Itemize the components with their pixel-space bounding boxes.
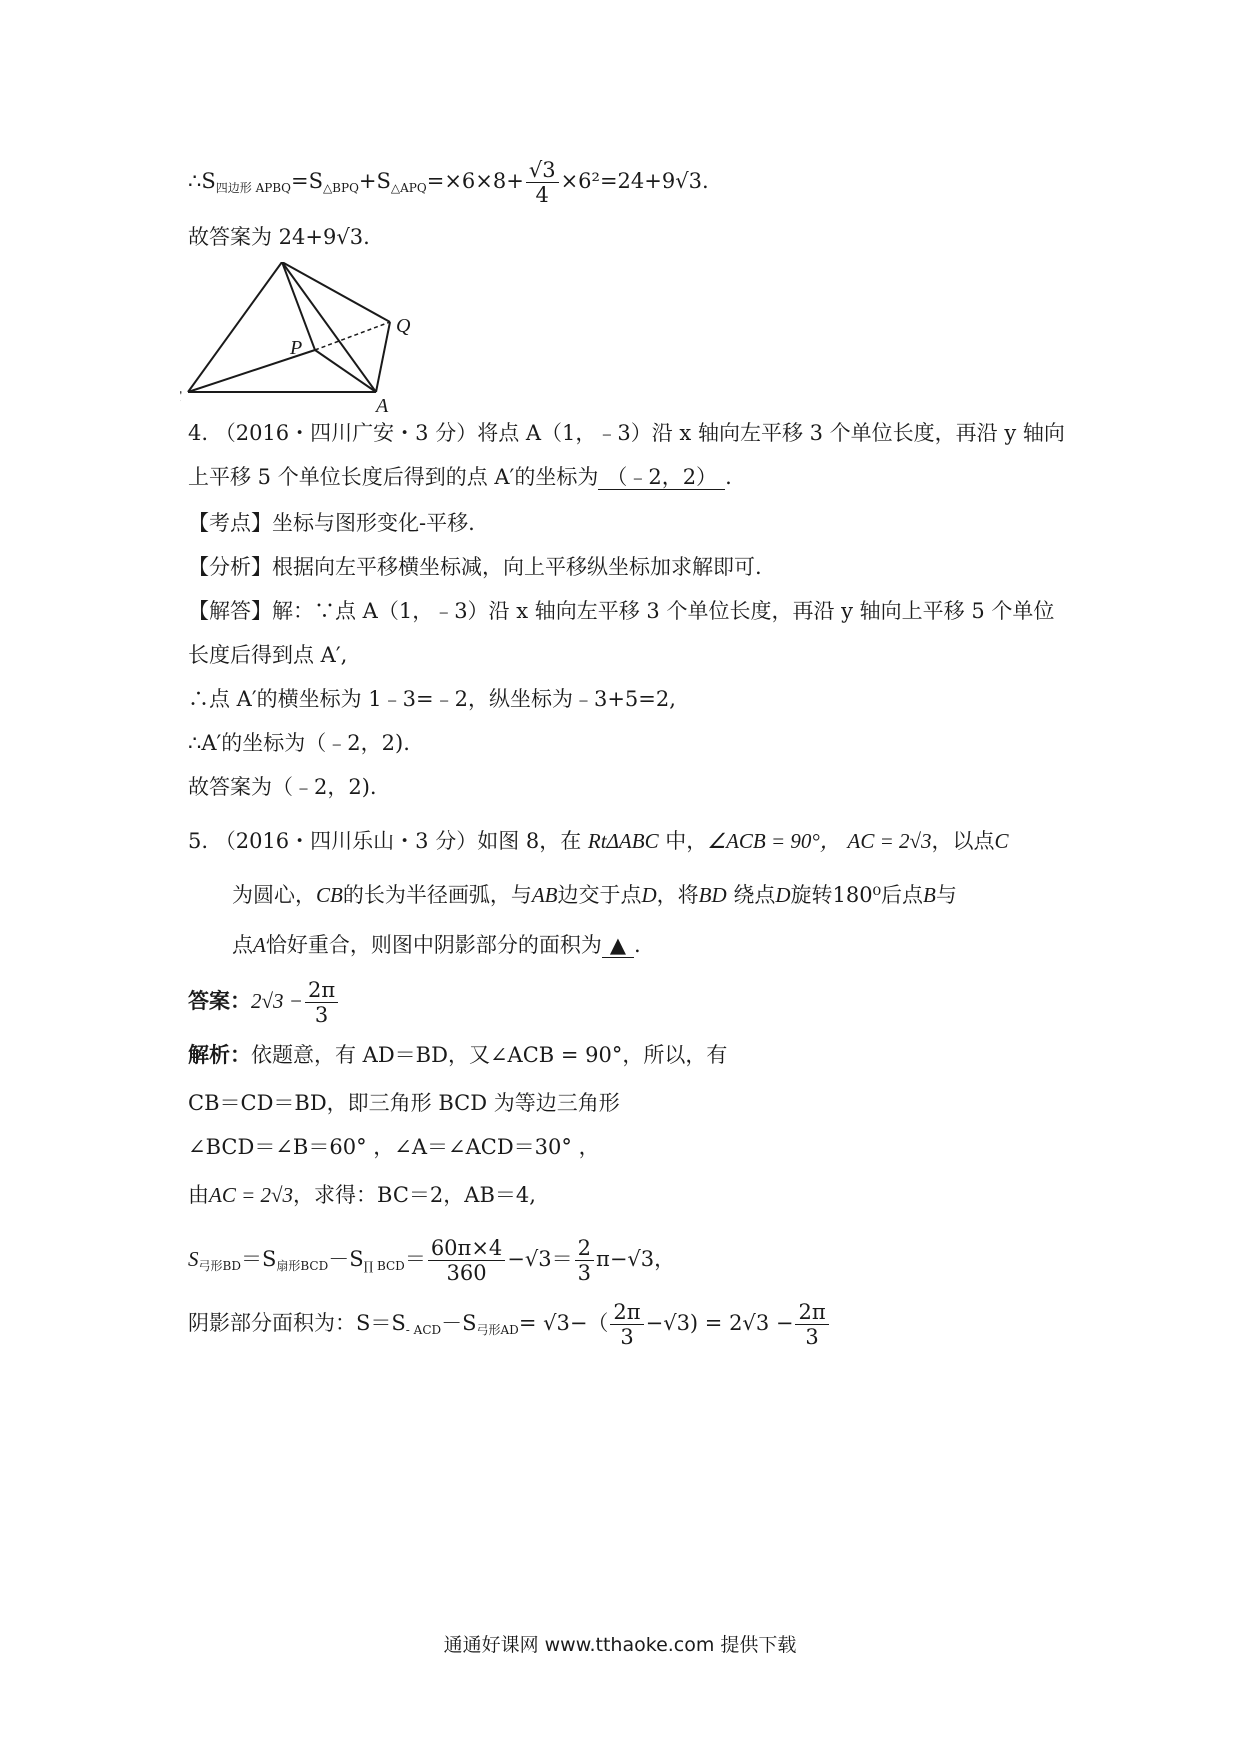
text: +S bbox=[358, 169, 391, 193]
q4-answer: 故答案为（﹣2，2). bbox=[188, 775, 377, 799]
label-A: A bbox=[376, 395, 389, 417]
q4-answer-blank: （﹣2，2） bbox=[598, 465, 725, 490]
edge-BQ bbox=[282, 262, 390, 322]
q5-stem-2: 为圆心，CB的长为半径画弧，与AB边交于点D，将BD 绕点D旋转180⁰后点B与 bbox=[232, 883, 957, 907]
edge-PQ-dashed bbox=[315, 322, 390, 350]
q5-answer-blank: ▲ bbox=[602, 933, 634, 958]
page-footer: 通通好课网 www.tthaoke.com 提供下载 bbox=[443, 1634, 797, 1656]
q4-kaodian: 【考点】坐标与图形变化-平移. bbox=[188, 511, 475, 535]
q4-stem-1: 4. （2016・四川广安・3 分）将点 A（1，﹣3）沿 x 轴向左平移 3 个单位长度，再沿 y 轴向 bbox=[188, 421, 1065, 445]
fraction: $\frac{2\pi}{3}$ bbox=[305, 978, 338, 1027]
edge-BA bbox=[282, 262, 376, 392]
subscript: △BPQ bbox=[322, 181, 359, 195]
fraction: $\frac{2\pi}{3}$ bbox=[795, 1300, 828, 1349]
q5-jiexi-1: 解析：依题意，有 AD＝BD，又∠ACB = 90°，所以，有 bbox=[188, 1042, 728, 1067]
label-C bbox=[180, 387, 182, 409]
q4-jieda-4: ∴A′的坐标为（﹣2，2). bbox=[188, 731, 410, 755]
fraction: $\frac{2\pi}{3}$ bbox=[610, 1300, 643, 1349]
q5-segment-formula: $S_{弓形BD}=S_{扇形BCD}-S_{\prod BCD}=$ $\frac{60\pi\times 4}{360}$ −√3＝ $\frac{2}{3}$ π−√3， bbox=[188, 1236, 676, 1285]
label-Q: Q bbox=[396, 315, 411, 337]
q5-answer: 答案：2√3 − $\frac{2\pi}{3}$ bbox=[188, 978, 340, 1027]
subscript: 四边形 APBQ bbox=[215, 181, 291, 195]
q5-jiexi-2: CB＝CD＝BD，即三角形 BCD 为等边三角形 bbox=[188, 1091, 620, 1115]
edge-QA bbox=[376, 322, 390, 392]
text: ×6²=24+9√3. bbox=[560, 169, 709, 193]
answer-line: 故答案为 24+9√3. bbox=[188, 225, 370, 249]
area-formula-line bbox=[188, 158, 709, 207]
q4-fenxi: 【分析】根据向左平移横坐标减，向上平移纵坐标加求解即可. bbox=[188, 555, 762, 579]
q5-stem-3: 点A恰好重合，则图中阴影部分的面积为 ▲ . bbox=[232, 933, 641, 957]
q4-jieda-1: 【解答】解：∵点 A（1，﹣3）沿 x 轴向左平移 3 个单位长度，再沿 y 轴向上平移 5 个单位 bbox=[188, 599, 1055, 623]
subscript: △APQ bbox=[390, 181, 427, 195]
q5-shaded-area-formula: 阴影部分面积为：$S=S_{- ACD}-S_{弓形AD}= √3-$（ $\frac{2\pi}{3}$ −√3) = 2√3 − $\frac{2\pi}{3}$ bbox=[188, 1300, 831, 1349]
text: =×6×8+ bbox=[426, 169, 524, 193]
q5-jiexi-4: 由AC = 2√3，求得：BC＝2，AB＝4, bbox=[188, 1183, 536, 1207]
text: ∴S bbox=[188, 169, 216, 193]
q4-stem-2: 上平移 5 个单位长度后得到的点 A′的坐标为 （﹣2，2） . bbox=[188, 465, 732, 489]
q5-jiexi-3: ∠BCD＝∠B＝60° ，∠A＝∠ACD＝30° ， bbox=[188, 1135, 600, 1159]
fraction: $\frac{2}{3}$ bbox=[575, 1236, 594, 1285]
q5-stem-1: 5. （2016・四川乐山・3 分）如图 8，在 RtΔABC 中，∠ACB = 90°， AC = 2√3，以点C bbox=[188, 829, 1009, 853]
text: =S bbox=[290, 169, 323, 193]
edge-PA bbox=[315, 350, 376, 392]
fraction: $\frac{60\pi\times 4}{360}$ bbox=[428, 1236, 505, 1285]
edge-BC bbox=[188, 262, 282, 392]
q4-jieda-2: 长度后得到点 A′, bbox=[188, 643, 348, 667]
label-P: P bbox=[290, 337, 303, 359]
q4-jieda-3: ∴点 A′的横坐标为 1﹣3=﹣2，纵坐标为﹣3+5=2, bbox=[188, 687, 676, 711]
fraction: $\frac{√3}{4}$ bbox=[526, 158, 559, 207]
